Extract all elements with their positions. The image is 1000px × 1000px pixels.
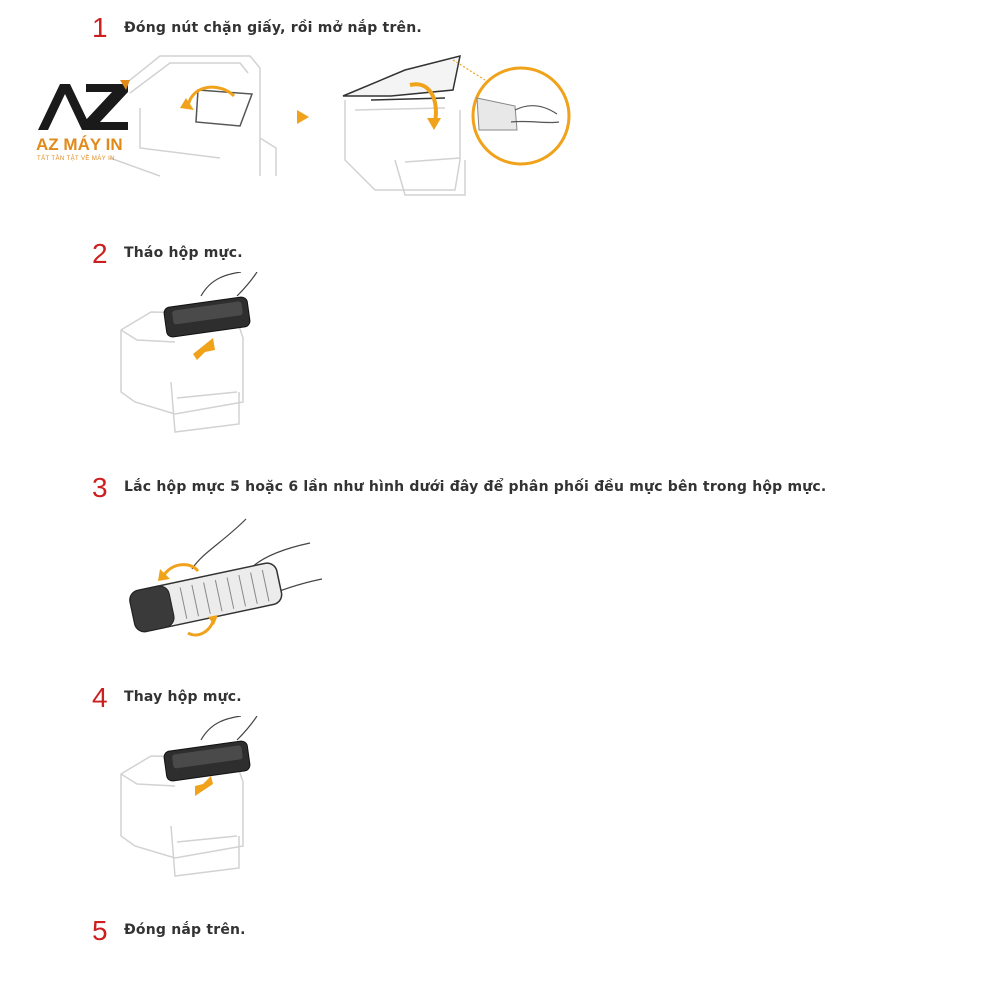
- step-1-number: 1: [92, 12, 108, 43]
- step-2-text: Tháo hộp mực.: [124, 245, 243, 261]
- step-1-text: Đóng nút chặn giấy, rồi mở nắp trên.: [124, 20, 422, 36]
- step-2-remove-cartridge-illustration: [115, 272, 265, 437]
- step-3-number: 3: [92, 472, 108, 503]
- step-1-open-cover-illustration: [335, 50, 575, 200]
- next-arrow-icon: [297, 110, 309, 124]
- step-5-text: Đóng nắp trên.: [124, 922, 246, 938]
- step-3-text: Lắc hộp mực 5 hoặc 6 lần như hình dưới đây để phân phối đều mực bên trong hộp mực.: [124, 479, 827, 495]
- step-2-number: 2: [92, 238, 108, 269]
- logo-tagline: TẤT TẦN TẬT VỀ MÁY IN: [37, 156, 115, 162]
- step-5-number: 5: [92, 915, 108, 946]
- step-4-insert-cartridge-illustration: [115, 716, 265, 881]
- logo-brand-name: AZ MÁY IN: [36, 135, 123, 154]
- step-4-number: 4: [92, 682, 108, 713]
- step-4-text: Thay hộp mực.: [124, 689, 242, 705]
- step-3-shake-cartridge-illustration: [122, 513, 327, 643]
